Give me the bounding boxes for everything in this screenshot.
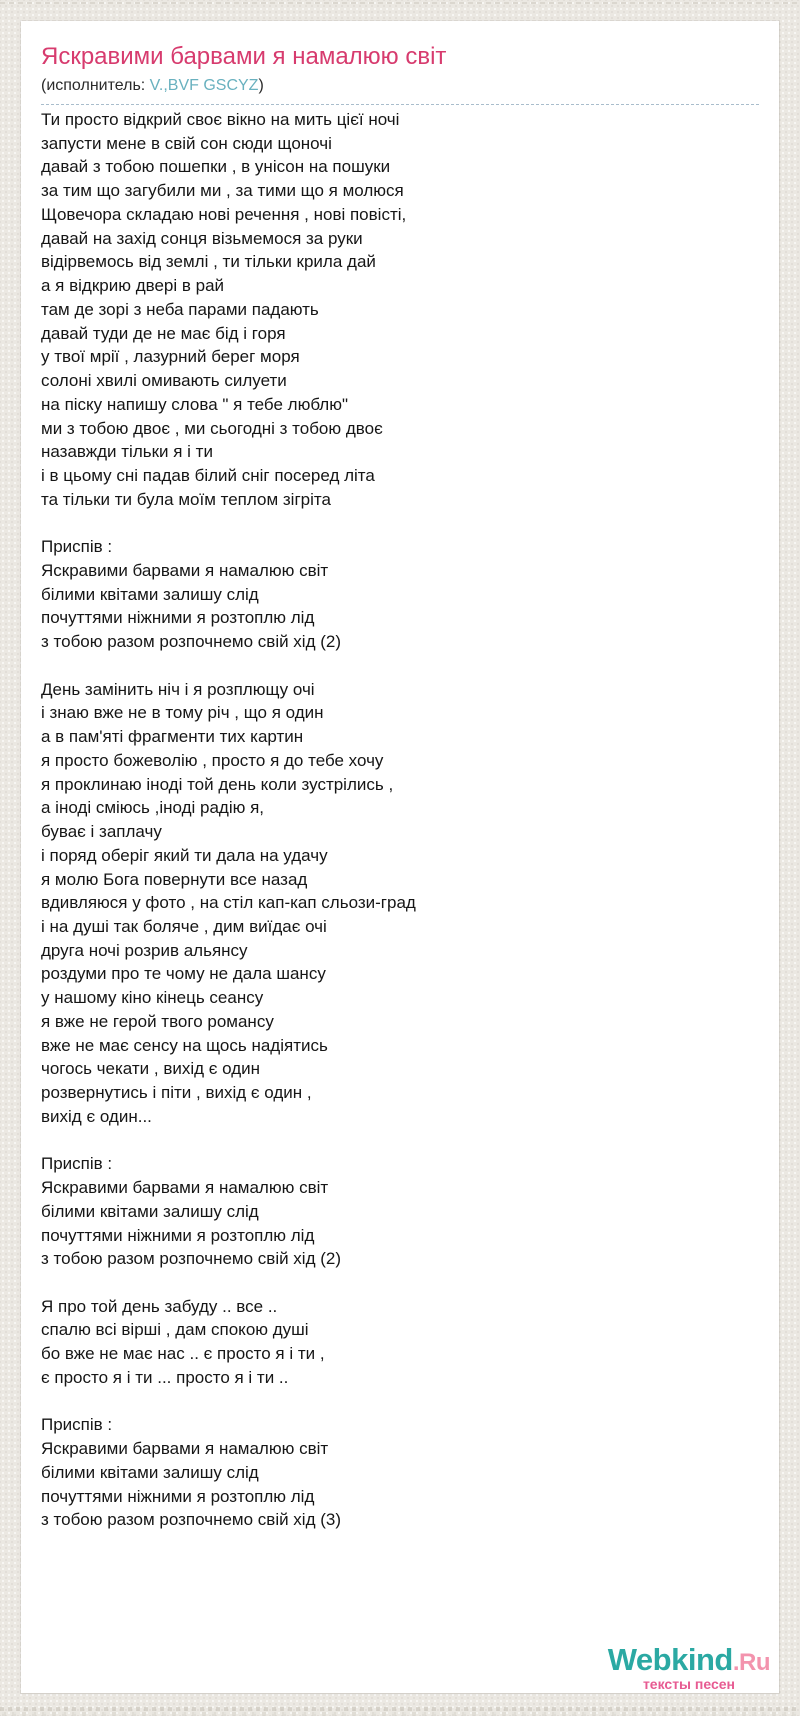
lyric-line: назавжди тільки я і ти (41, 442, 213, 462)
logo-ru-text: .Ru (732, 1649, 770, 1676)
artist-line-close: ) (258, 77, 264, 94)
lyric-line: я просто божеволію , просто я до тебе хочу (41, 750, 384, 770)
lyric-line: Яскравими барвами я намалюю світ (41, 1439, 329, 1459)
lyric-line (41, 511, 759, 535)
lyric-line: білими квітами залишу слід (41, 1201, 259, 1221)
artist-label: (исполнитель: (41, 77, 150, 94)
song-title: Яскравими барвами я намалюю світ (41, 43, 447, 70)
lyric-line: почуттями ніжними я розтоплю лід (41, 608, 315, 628)
lyric-line: а я відкрию двері в рай (41, 276, 225, 296)
lyric-line: вже не має сенсу на щось надіятись (41, 1035, 328, 1055)
lyric-line: у нашому кіно кінець сеансу (41, 988, 264, 1008)
lyric-line: з тобою разом розпочнемо свій хід (2) (41, 1249, 342, 1269)
lyric-line: Яскравими барвами я намалюю світ (41, 1178, 329, 1198)
lyric-line: буває і заплачу (41, 822, 162, 842)
lyric-line: я вже не герой твого романсу (41, 1011, 274, 1031)
lyric-line: розвернутись і піти , вихід є один , (41, 1083, 312, 1103)
lyric-line: Щовечора складаю нові речення , нові повісті, (41, 204, 407, 224)
top-dashed-texture (0, 2, 800, 4)
lyric-line: запусти мене в свій сон сюди щоночі (41, 133, 332, 153)
lyric-line: вдивляюся у фото , на стіл кап-кап сльози-град (41, 893, 416, 913)
lyric-line: а в пам'яті фрагменти тих картин (41, 727, 304, 747)
lyric-line: відірвемось від землі , ти тільки крила дай (41, 252, 376, 272)
dashed-separator (41, 104, 759, 105)
lyric-line: за тим що загубили ми , за тими що я молюся (41, 181, 404, 201)
webkind-logo-wordmark (607, 1642, 770, 1678)
lyric-line: білими квітами залишу слід (41, 1462, 259, 1482)
lyric-line: з тобою разом розпочнемо свій хід (3) (41, 1510, 342, 1530)
lyric-line: почуттями ніжними я розтоплю лід (41, 1225, 315, 1245)
lyric-line: а іноді сміюсь ,іноді радію я, (41, 798, 265, 818)
lyric-line: Приспів : (41, 1154, 113, 1174)
lyric-line: роздуми про те чому не дала шансу (41, 964, 326, 984)
lyric-line (41, 1390, 759, 1414)
lyric-line: Приспів : (41, 1415, 113, 1435)
lyric-line: і на душі так боляче , дим виїдає очі (41, 916, 327, 936)
lyric-line: з тобою разом розпочнемо свій хід (2) (41, 632, 342, 652)
lyric-line: чогось чекати , вихід є один (41, 1059, 261, 1079)
lyric-line: друга ночі розрив альянсу (41, 940, 248, 960)
lyric-line: вихід є один... (41, 1106, 152, 1126)
lyric-line: Ти просто відкрий своє вікно на мить цієї ночі (41, 110, 400, 129)
lyric-line: спалю всі вірші , дам спокою душі (41, 1320, 309, 1340)
lyric-line: Яскравими барвами я намалюю світ (41, 560, 329, 580)
logo-tagline: тексты песен (642, 1676, 735, 1692)
lyric-line: давай туди де не має бід і горя (41, 323, 286, 343)
logo-webkind-text: Webkind (607, 1642, 733, 1677)
lyric-line: я молю Бога повернути все назад (41, 869, 308, 889)
artist-line (41, 76, 759, 96)
lyric-line (41, 1129, 759, 1153)
webkind-logo[interactable] (607, 1642, 770, 1692)
lyric-line: білими квітами залишу слід (41, 584, 259, 604)
lyric-line (41, 654, 759, 678)
lyric-line: я проклинаю іноді той день коли зустрілись , (41, 774, 394, 794)
lyric-line: солоні хвилі омивають силуети (41, 371, 287, 391)
lyric-line (41, 1271, 759, 1295)
lyric-line: у твої мрії , лазурний берег моря (41, 347, 300, 367)
lyric-line: на піску напишу слова " я тебе люблю" (41, 394, 349, 414)
artist-link[interactable]: V.,BVF GSCYZ (149, 77, 259, 94)
lyric-line: Я про той день забуду .. все .. (41, 1296, 278, 1316)
lyric-line: та тільки ти була моїм теплом зігріта (41, 489, 331, 509)
lyric-line: почуттями ніжними я розтоплю лід (41, 1486, 315, 1506)
lyric-line: і знаю вже не в тому річ , що я один (41, 703, 324, 723)
lyrics-card (21, 21, 779, 1693)
lyric-line: ми з тобою двоє , ми сьогодні з тобою двоє (41, 418, 383, 438)
lyric-line: там де зорі з неба парами падають (41, 299, 319, 319)
lyric-line: День замінить ніч і я розплющу очі (41, 679, 315, 699)
lyric-line: і в цьому сні падав білий сніг посеред літа (41, 466, 375, 486)
lyric-line: Приспів : (41, 537, 113, 557)
lyric-line: бо вже не має нас .. є просто я і ти , (41, 1344, 325, 1364)
lyric-line: є просто я і ти ... просто я і ти .. (41, 1367, 289, 1387)
lyric-line: давай з тобою пошепки , в унісон на пошуки (41, 157, 391, 177)
lyrics-text (41, 108, 759, 1532)
lyric-line: і поряд оберіг який ти дала на удачу (41, 845, 328, 865)
page-bottom-texture (0, 1707, 800, 1716)
lyric-line: давай на захід сонця візьмемося за руки (41, 228, 363, 248)
